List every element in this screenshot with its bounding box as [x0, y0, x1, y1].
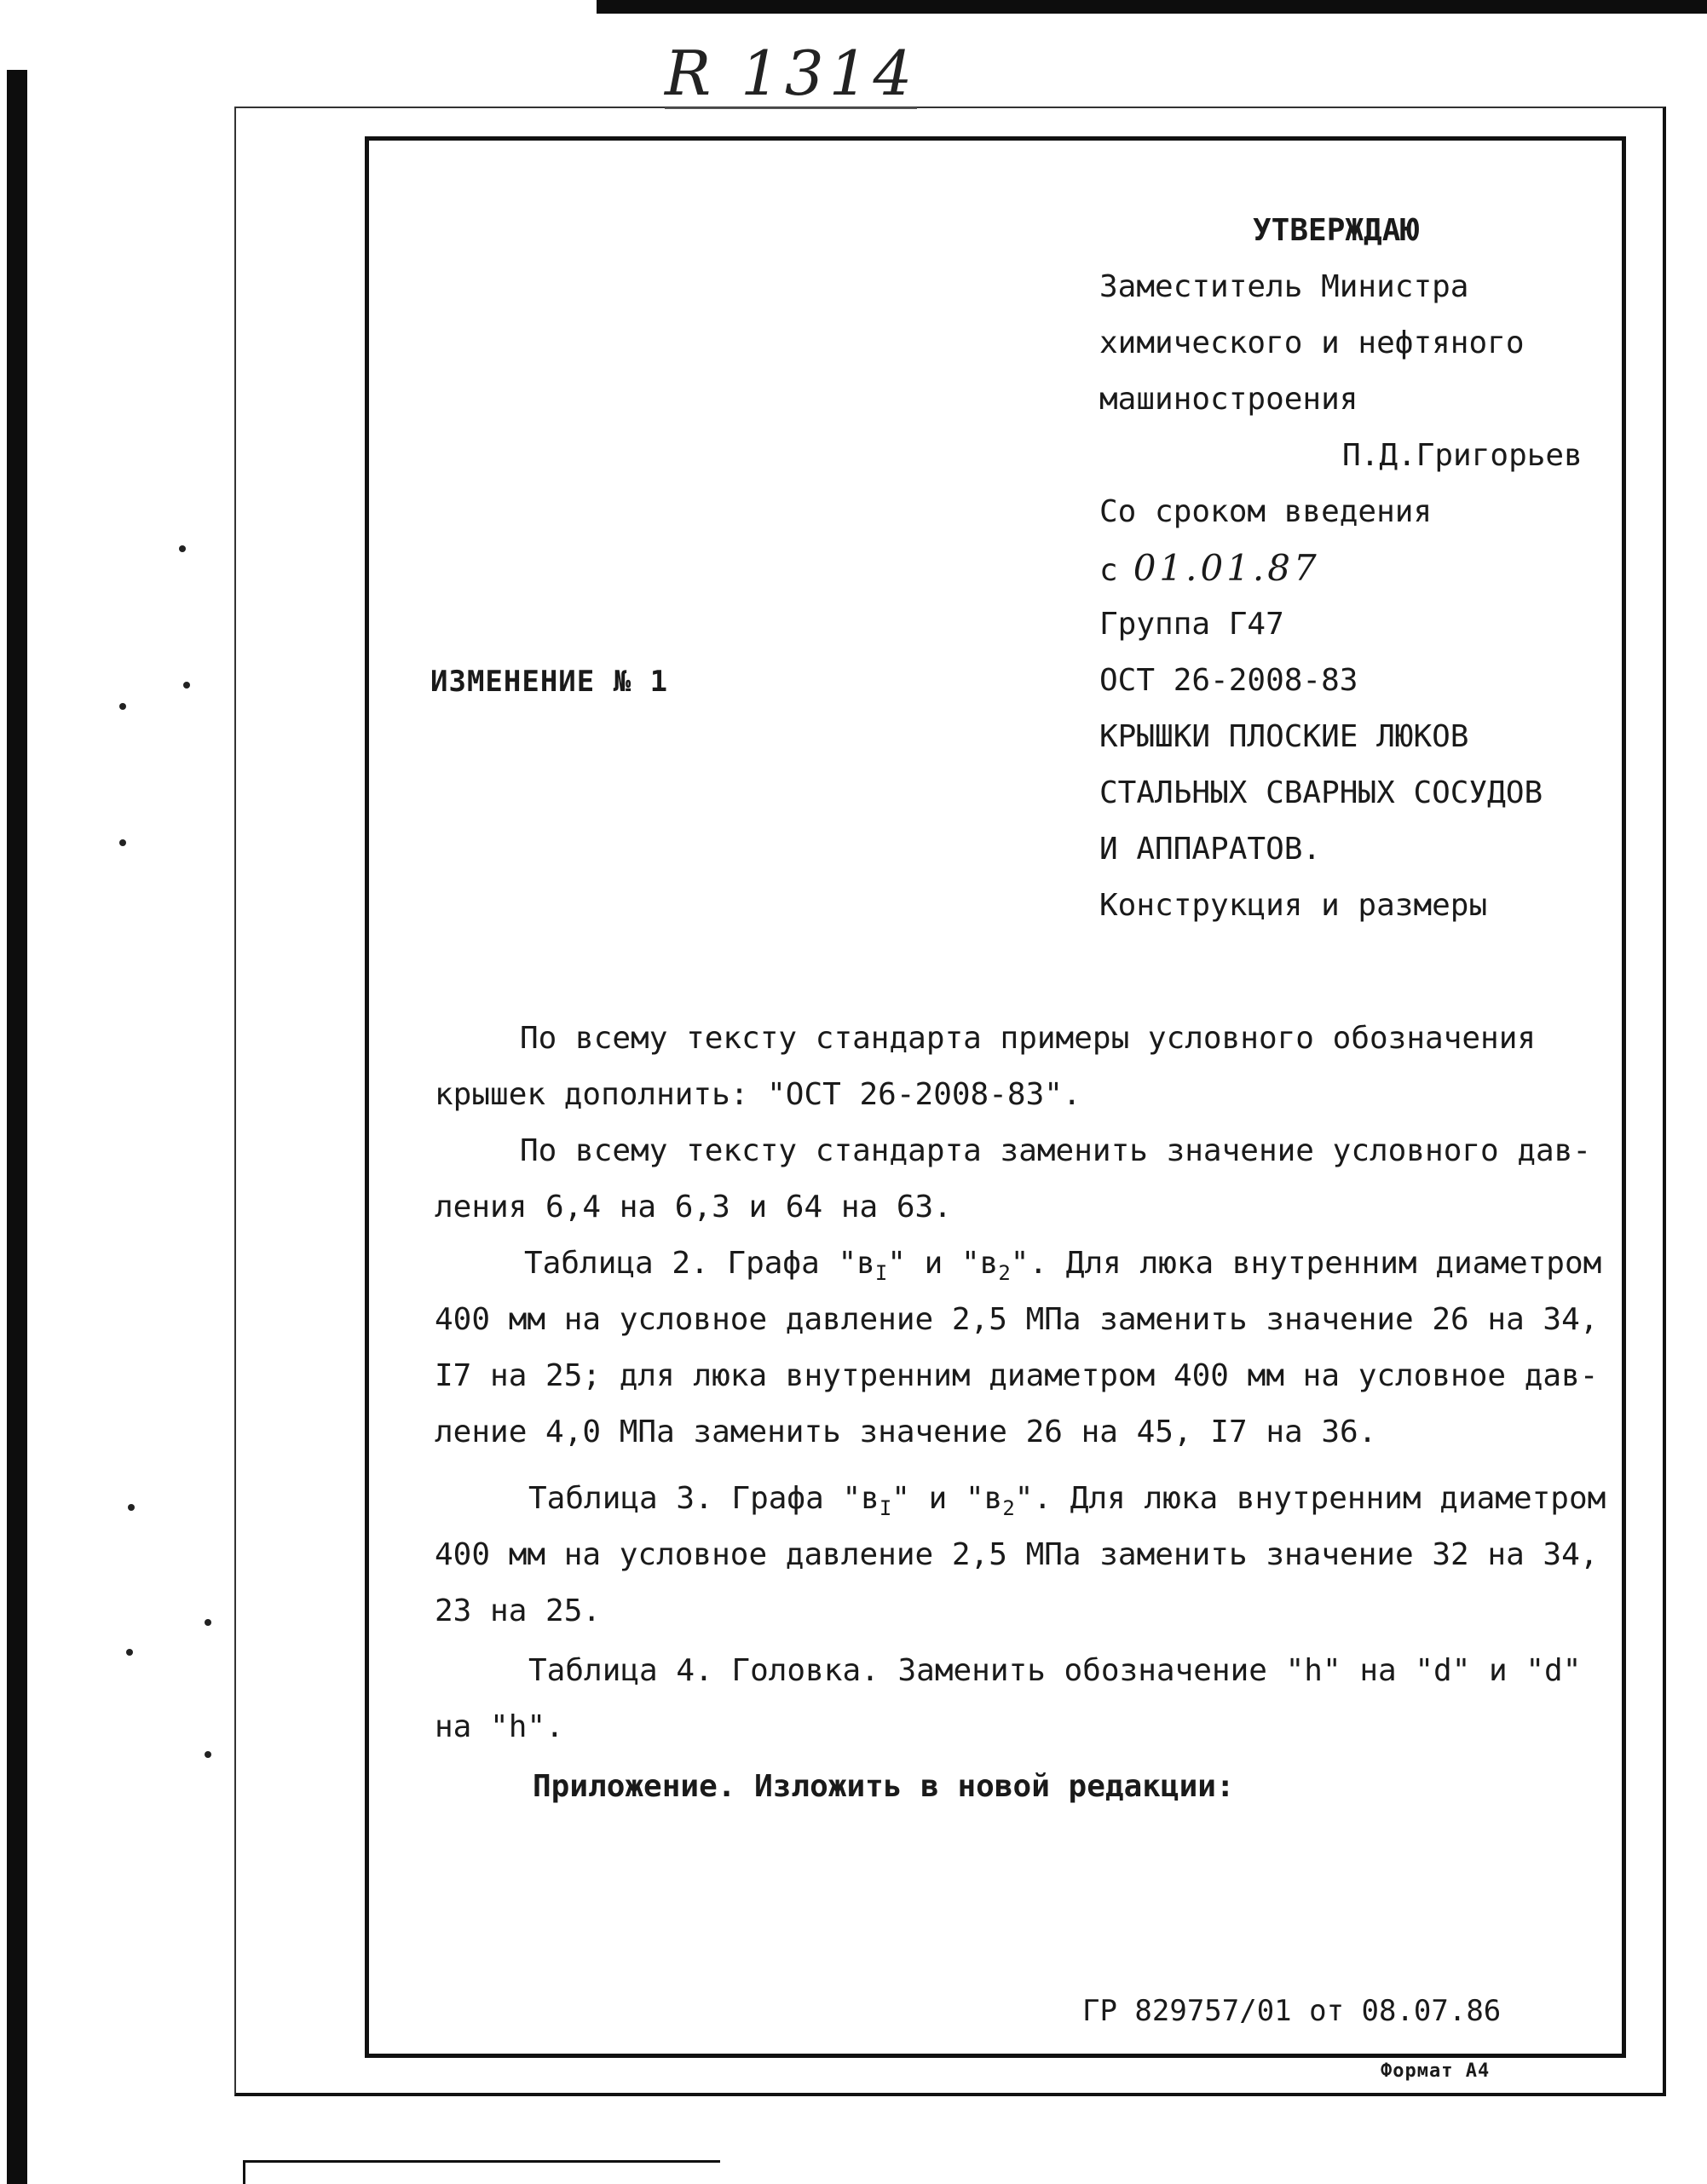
scan-speck — [126, 1649, 133, 1656]
standard-number: ОСТ 26-2008-83 — [1099, 663, 1358, 698]
approval-line-1: Заместитель Министра — [1099, 269, 1469, 304]
body-p3-line4: ление 4,0 МПа заменить значение 26 на 45, I7 на 36. — [435, 1415, 1377, 1449]
bottom-rule — [243, 2160, 720, 2163]
body-p1-line1: По всему тексту стандарта примеры условного обозначения — [520, 1021, 1537, 1056]
scan-speck — [119, 839, 126, 846]
bottom-rule-tick — [243, 2160, 245, 2184]
scan-speck — [179, 545, 186, 552]
handwritten-reference-number: R 1314 — [665, 37, 918, 109]
body-p3-line3: I7 на 25; для люка внутренним диаметром 400 мм на условное дав- — [435, 1358, 1599, 1393]
scan-speck — [205, 1751, 211, 1758]
signatory-name: П.Д.Григорьев — [1342, 438, 1583, 473]
scan-speck — [128, 1504, 135, 1511]
subject-line-1: КРЫШКИ ПЛОСКИЕ ЛЮКОВ — [1099, 719, 1469, 754]
scan-edge-shadow-top — [597, 0, 1707, 14]
body-p5-line1: Таблица 4. Головка. Заменить обозначение "h" на "d" и "d" — [528, 1653, 1582, 1688]
effective-prefix: с — [1099, 553, 1118, 588]
effective-label: Со сроком введения — [1099, 494, 1433, 529]
registration-number: ГР 829757/01 от 08.07.86 — [1082, 1994, 1502, 2028]
scan-edge-shadow-left — [7, 70, 27, 2184]
effective-date-line — [1099, 547, 1320, 589]
scan-speck — [119, 703, 126, 710]
handwritten-effective-date: 01.01.87 — [1133, 547, 1320, 589]
body-p5-line2: на "h". — [435, 1709, 564, 1744]
group-code: Группа Г47 — [1099, 607, 1284, 642]
subject-line-2: СТАЛЬНЫХ СВАРНЫХ СОСУДОВ — [1099, 775, 1543, 810]
approval-title: УТВЕРЖДАЮ — [1253, 213, 1420, 248]
body-p4-line1: Таблица 3. Графа "$в_I$" и "$в_2$". Для люка внутренним диаметром — [528, 1481, 1606, 1520]
body-p3-line1: Таблица 2. Графа "$в_I$" и "$в_2$". Для люка внутренним диаметром — [524, 1246, 1602, 1285]
body-p2-line1: По всему тексту стандарта заменить значение условного дав- — [520, 1133, 1592, 1168]
scan-speck — [205, 1619, 211, 1626]
format-label: Формат А4 — [1381, 2060, 1491, 2082]
body-p1-line2: крышек дополнить: "ОСТ 26-2008-83". — [435, 1077, 1081, 1112]
approval-line-2: химического и нефтяного — [1099, 326, 1525, 360]
body-appendix-line: Приложение. Изложить в новой редакции: — [533, 1769, 1235, 1804]
scan-speck — [183, 682, 190, 689]
approval-line-3: машиностроения — [1099, 382, 1358, 417]
subject-line-3: И АППАРАТОВ. — [1099, 832, 1322, 867]
body-p4-line3: 23 на 25. — [435, 1593, 602, 1628]
body-p4-line2: 400 мм на условное давление 2,5 МПа заменить значение 32 на 34, — [435, 1537, 1599, 1572]
body-p3-line2: 400 мм на условное давление 2,5 МПа заменить значение 26 на 34, — [435, 1302, 1599, 1337]
body-p2-line2: ления 6,4 на 6,3 и 64 на 63. — [435, 1190, 952, 1225]
change-title: ИЗМЕНЕНИЕ № 1 — [430, 665, 669, 699]
subject-line-4: Конструкция и размеры — [1099, 888, 1488, 923]
